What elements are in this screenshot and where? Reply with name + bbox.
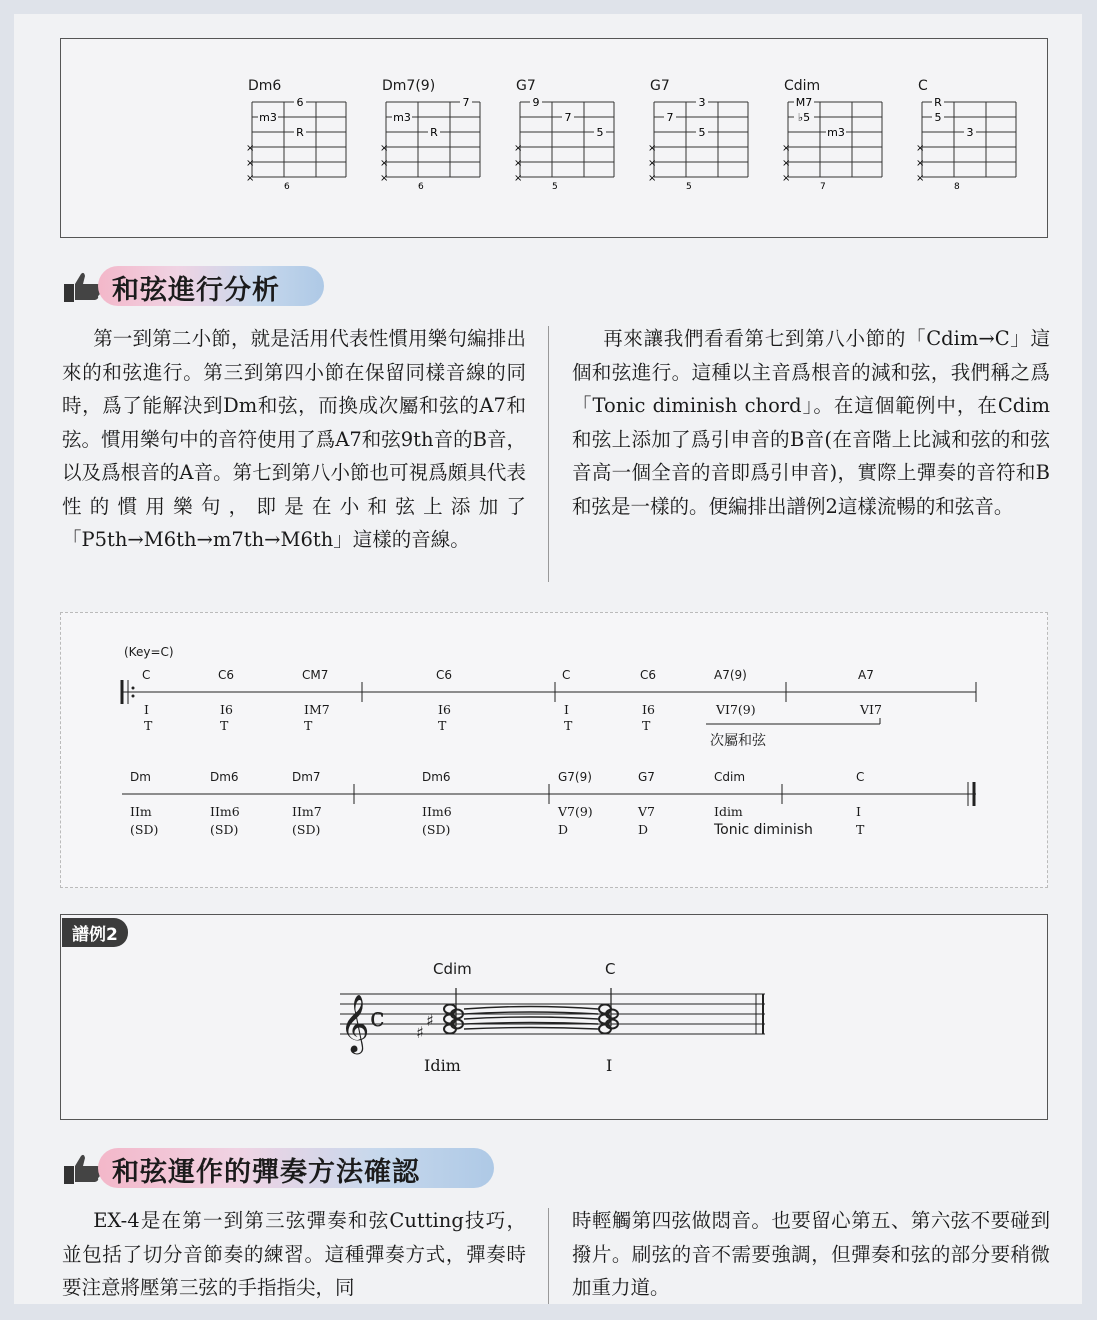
chord-tone-label: 6 [296, 96, 304, 109]
roman-numeral: IIm6 [422, 804, 452, 819]
technique-left-paragraph: EX-4是在第一到第三弦彈奏和弦Cutting技巧，並包括了切分音節奏的練習。這種彈奏方式，彈奏時要注意將壓第三弦的手指指尖，同 [62, 1209, 526, 1299]
chord-symbol: Dm6 [422, 770, 451, 784]
roman-numeral: I6 [438, 702, 451, 717]
chord-name: G7 [650, 78, 670, 94]
chord-symbol: C [856, 770, 865, 784]
roman-numeral: I [144, 702, 149, 717]
muted-string-mark: × [514, 173, 523, 184]
fret-number: 7 [820, 182, 826, 192]
function-label: T [220, 718, 229, 733]
function-label: T [856, 822, 865, 837]
muted-string-mark: × [246, 158, 255, 169]
roman-numeral: I6 [220, 702, 233, 717]
muted-string-mark: × [514, 158, 523, 169]
fret-number: 6 [284, 182, 290, 192]
chord-diagram [380, 78, 510, 198]
technique-right-paragraph: 時輕觸第四弦做悶音。也要留心第五、第六弦不要碰到撥片。刷弦的音不需要強調，但彈奏和弦的部分要稍微加重力道。 [572, 1209, 1050, 1299]
example2-numeral-i: I [606, 1056, 613, 1075]
chord-symbol: C [142, 668, 151, 682]
muted-string-mark: × [380, 158, 389, 169]
function-label: T [438, 718, 447, 733]
fret-number: 5 [686, 182, 692, 192]
chord-symbol: G7 [638, 770, 655, 784]
function-label: (SD) [292, 822, 321, 837]
chord-tone-label: ♭5 [797, 111, 811, 124]
fretboard-grid [916, 96, 1026, 196]
chord-symbol: Dm7 [292, 770, 321, 784]
example2-tag: 譜例2 [62, 918, 128, 947]
pointing-hand-icon [62, 1152, 102, 1186]
chord-tone-label: 5 [596, 126, 604, 139]
muted-string-mark: × [782, 143, 791, 154]
chord-tone-label: m3 [827, 126, 845, 139]
chord-name: Cdim [784, 78, 821, 94]
roman-numeral: IIm6 [210, 804, 240, 819]
chord-tone-label: 7 [564, 111, 572, 124]
chord-symbol: C6 [436, 668, 453, 682]
progression-box [60, 612, 1048, 888]
section-title: 和弦運作的彈奏方法確認 [112, 1157, 420, 1188]
muted-string-mark: × [380, 173, 389, 184]
chord-symbol: G7(9) [558, 770, 592, 784]
function-label: (SD) [422, 822, 451, 837]
analysis-left-paragraph: 第一到第二小節，就是活用代表性慣用樂句編排出來的和弦進行。第三到第四小節在保留同樣音線的同時，爲了能解決到Dm和弦，而換成次屬和弦的A7和弦。慣用樂句中的音符使用了爲A7和弦9th音的B音，以及爲根音的A音。第七到第八小節也可視爲頗具代表性的慣用樂句，即是在小和弦上添加了「P5th→M6th→m7th→M6th」這樣的音線。 [62, 327, 526, 551]
muted-string-mark: × [916, 173, 925, 184]
common-time-icon: c [370, 1003, 385, 1033]
function-label: D [558, 822, 569, 837]
muted-string-mark: × [514, 143, 523, 154]
chord-tone-label: 5 [698, 126, 706, 139]
function-label: Tonic diminish [714, 822, 813, 838]
chord-tone-label: 9 [532, 96, 540, 109]
muted-string-mark: × [380, 143, 389, 154]
muted-string-mark: × [648, 143, 657, 154]
roman-numeral: I6 [642, 702, 655, 717]
chord-symbol: Dm [130, 770, 151, 784]
treble-clef-icon: 𝄞 [340, 994, 370, 1052]
chord-name: Dm6 [248, 78, 282, 94]
chord-symbol: Dm6 [210, 770, 239, 784]
muted-string-mark: × [782, 173, 791, 184]
roman-numeral: IIm7 [292, 804, 322, 819]
chord-symbol: C6 [218, 668, 235, 682]
chord-tone-label: 5 [934, 111, 942, 124]
section-title: 和弦進行分析 [112, 275, 280, 306]
fret-number: 6 [418, 182, 424, 192]
chord-diagram [916, 78, 1046, 198]
function-label: T [144, 718, 153, 733]
svg-text:♯: ♯ [426, 1011, 434, 1030]
roman-numeral: IM7 [304, 702, 330, 717]
chord-tone-label: R [430, 126, 438, 139]
fretboard-grid [246, 96, 356, 196]
roman-numeral: I [564, 702, 569, 717]
section-header-technique [62, 1146, 502, 1192]
chord-name: Dm7(9) [382, 78, 436, 94]
chord-tone-label: 3 [966, 126, 974, 139]
roman-numeral: VI7(9) [716, 702, 756, 717]
chord-symbol: Cdim [714, 770, 746, 784]
roman-numeral: IIm [130, 804, 152, 819]
chord-symbol: A7 [858, 668, 874, 682]
chord-name: G7 [516, 78, 536, 94]
chord-tone-label: 7 [462, 96, 470, 109]
fretboard-grid [648, 96, 758, 196]
chord-tone-label: R [934, 96, 942, 109]
muted-string-mark: × [648, 173, 657, 184]
svg-text:♯: ♯ [416, 1023, 424, 1042]
chord-tone-label: m3 [259, 111, 277, 124]
muted-string-mark: × [648, 158, 657, 169]
column-divider [548, 1208, 549, 1304]
roman-numeral: V7 [638, 804, 655, 819]
staff-notation [330, 982, 770, 1062]
fretboard-grid [380, 96, 490, 196]
chord-tone-label: m3 [393, 111, 411, 124]
function-label: T [642, 718, 651, 733]
chord-diagram [648, 78, 778, 198]
muted-string-mark: × [916, 158, 925, 169]
chord-symbol: C [562, 668, 571, 682]
chord-name: C [918, 78, 928, 94]
function-label: T [564, 718, 573, 733]
chord-symbol: C6 [640, 668, 657, 682]
roman-numeral: V7(9) [558, 804, 593, 819]
column-divider [548, 326, 549, 582]
fretboard-grid [782, 96, 892, 196]
pointing-hand-icon [62, 270, 102, 304]
chord-diagram [782, 78, 912, 198]
chord-diagram [246, 78, 376, 198]
example2-numeral-idim: Idim [424, 1056, 461, 1075]
chord-symbol: A7(9) [714, 668, 747, 682]
roman-numeral: I [856, 804, 861, 819]
muted-string-mark: × [246, 173, 255, 184]
function-label: (SD) [130, 822, 159, 837]
roman-numeral: VI7 [860, 702, 882, 717]
muted-string-mark: × [916, 143, 925, 154]
analysis-right-paragraph: 再來讓我們看看第七到第八小節的「Cdim→C」這個和弦進行。這種以主音爲根音的減和弦，我們稱之爲「Tonic diminish chord」。在這個範例中，在Cdim和弦上添加了爲引申音的B音(在音階上比減和弦的和弦音高一個全音的音即爲引申音)，實際上彈奏的音符和B和弦是一樣的。便編排出譜例2這樣流暢的和弦音。 [572, 327, 1050, 518]
chord-tone-label: 7 [666, 111, 674, 124]
chord-tone-label: R [296, 126, 304, 139]
secondary-dominant-label: 次屬和弦 [710, 733, 766, 749]
fret-number: 8 [954, 182, 960, 192]
chord-tone-label: M7 [795, 96, 813, 109]
roman-numeral: Idim [714, 804, 743, 819]
muted-string-mark: × [246, 143, 255, 154]
key-label: (Key=C) [124, 645, 174, 659]
section-header-analysis [62, 264, 332, 310]
chord-diagram [514, 78, 644, 198]
function-label: (SD) [210, 822, 239, 837]
fretboard-grid [514, 96, 624, 196]
function-label: D [638, 822, 649, 837]
chord-symbol: CM7 [302, 668, 329, 682]
muted-string-mark: × [782, 158, 791, 169]
function-label: T [304, 718, 313, 733]
example2-chord-cdim: Cdim [433, 960, 472, 978]
fret-number: 5 [552, 182, 558, 192]
chord-tone-label: 3 [698, 96, 706, 109]
example2-chord-c: C [605, 960, 616, 978]
